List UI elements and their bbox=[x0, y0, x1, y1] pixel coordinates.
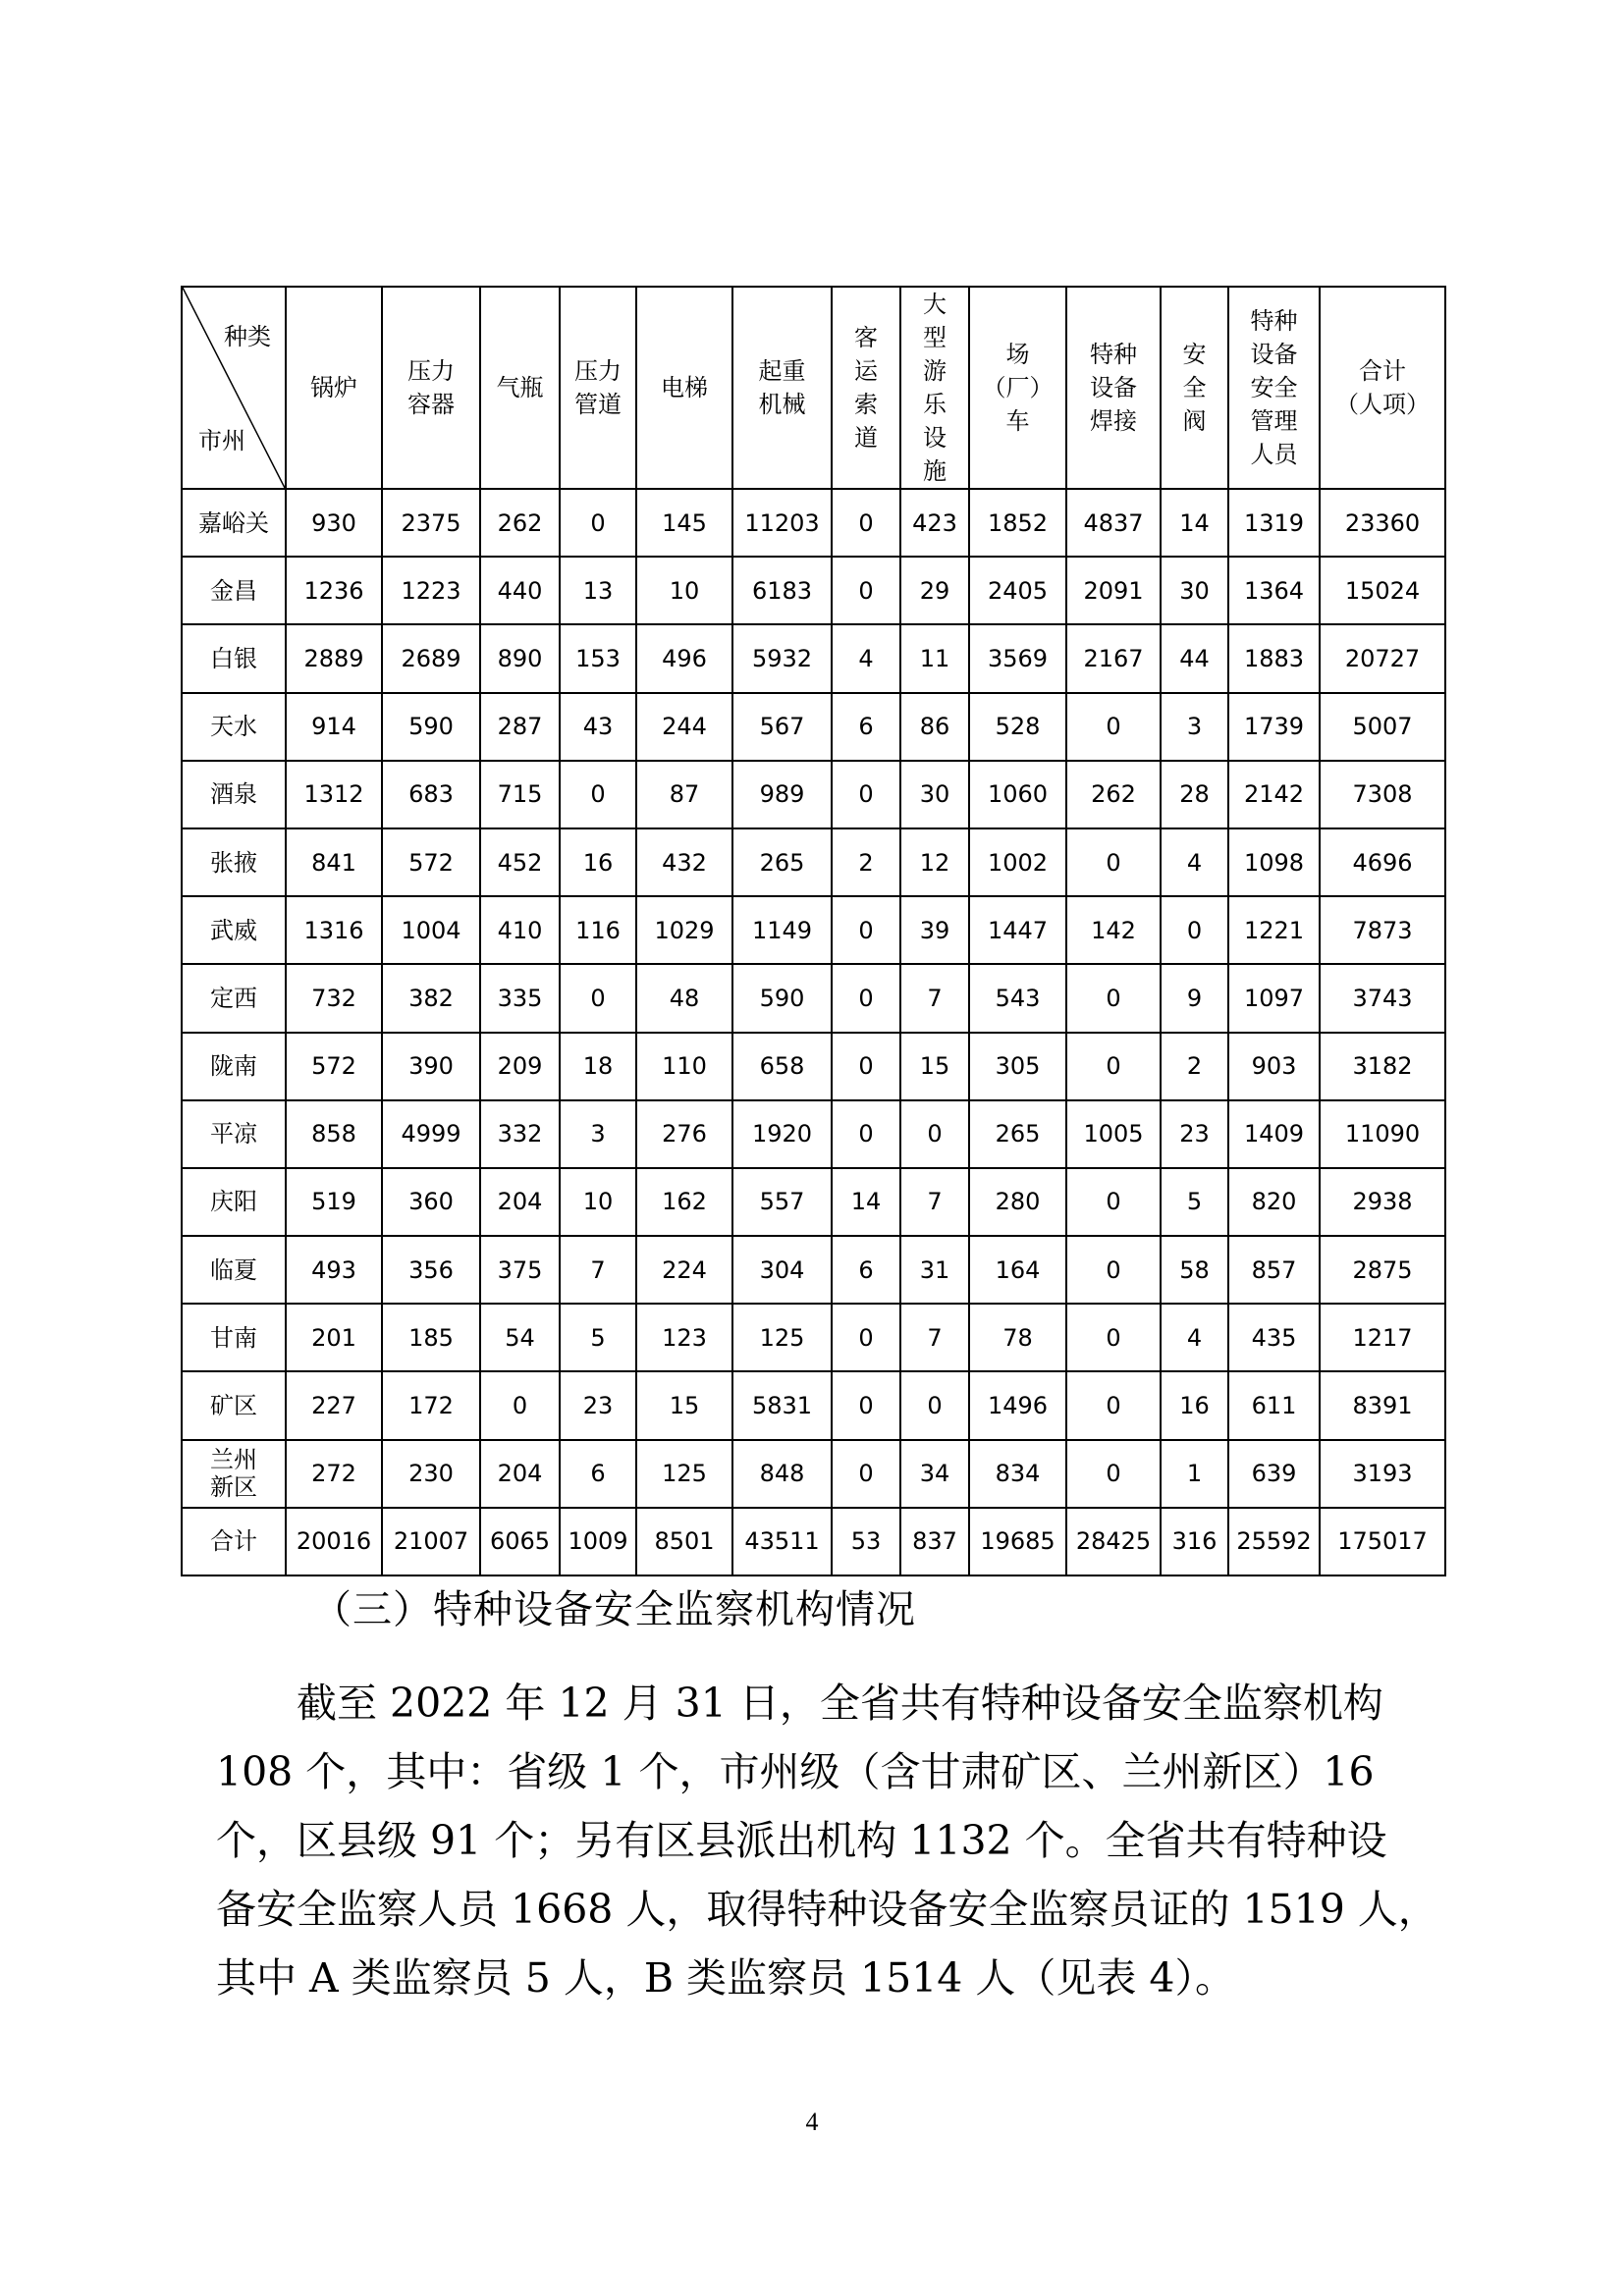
table-cell: 2091 bbox=[1066, 557, 1161, 624]
table-row bbox=[182, 557, 1445, 624]
table-cell: 54 bbox=[480, 1304, 560, 1371]
table-cell: 6 bbox=[560, 1440, 636, 1508]
table-cell: 1217 bbox=[1320, 1304, 1445, 1371]
table-cell: 0 bbox=[832, 1440, 900, 1508]
table-cell: 639 bbox=[1228, 1440, 1320, 1508]
row-region-label: 平凉 bbox=[182, 1100, 286, 1168]
table-cell: 0 bbox=[832, 489, 900, 557]
table-cell: 16 bbox=[1161, 1371, 1228, 1439]
table-cell: 6 bbox=[832, 693, 900, 761]
table-cell: 1029 bbox=[636, 896, 732, 964]
table-cell: 572 bbox=[382, 828, 480, 896]
table-cell: 382 bbox=[382, 964, 480, 1032]
table-cell: 0 bbox=[480, 1371, 560, 1439]
table-cell: 1496 bbox=[969, 1371, 1066, 1439]
table-cell: 440 bbox=[480, 557, 560, 624]
table-cell: 3743 bbox=[1320, 964, 1445, 1032]
table-cell: 732 bbox=[286, 964, 382, 1032]
table-cell: 44 bbox=[1161, 624, 1228, 692]
diagonal-line bbox=[183, 288, 285, 488]
corner-label-region: 市州 bbox=[198, 427, 245, 454]
table-cell: 14 bbox=[832, 1168, 900, 1236]
table-row bbox=[182, 693, 1445, 761]
table-cell: 2 bbox=[832, 828, 900, 896]
table-cell: 5932 bbox=[732, 624, 832, 692]
table-cell: 1739 bbox=[1228, 693, 1320, 761]
row-region-label: 天水 bbox=[182, 693, 286, 761]
special-equipment-personnel-table bbox=[181, 286, 1446, 1576]
table-cell: 4999 bbox=[382, 1100, 480, 1168]
table-cell: 0 bbox=[832, 964, 900, 1032]
table-row bbox=[182, 828, 1445, 896]
table-cell: 1316 bbox=[286, 896, 382, 964]
column-header: 起重 机械 bbox=[732, 287, 832, 489]
table-cell: 4696 bbox=[1320, 828, 1445, 896]
table-cell: 858 bbox=[286, 1100, 382, 1168]
table-cell: 287 bbox=[480, 693, 560, 761]
row-region-label: 张掖 bbox=[182, 828, 286, 896]
table-cell: 125 bbox=[636, 1440, 732, 1508]
table-cell: 3182 bbox=[1320, 1033, 1445, 1100]
row-region-label: 酒泉 bbox=[182, 761, 286, 828]
table-cell: 2938 bbox=[1320, 1168, 1445, 1236]
table-header-row bbox=[182, 287, 1445, 489]
column-header: 特种 设备 焊接 bbox=[1066, 287, 1161, 489]
table-cell: 19685 bbox=[969, 1508, 1066, 1575]
body-paragraph bbox=[216, 1669, 1438, 2012]
table-cell: 48 bbox=[636, 964, 732, 1032]
table-cell: 903 bbox=[1228, 1033, 1320, 1100]
table-cell: 8501 bbox=[636, 1508, 732, 1575]
table-cell: 1004 bbox=[382, 896, 480, 964]
table-cell: 528 bbox=[969, 693, 1066, 761]
table-cell: 1060 bbox=[969, 761, 1066, 828]
table-cell: 1005 bbox=[1066, 1100, 1161, 1168]
table-cell: 0 bbox=[1161, 896, 1228, 964]
table-cell: 304 bbox=[732, 1236, 832, 1304]
table-cell: 590 bbox=[732, 964, 832, 1032]
table-row bbox=[182, 1100, 1445, 1168]
paragraph-line: 其中 A 类监察员 5 人，B 类监察员 1514 人（见表 4）。 bbox=[216, 1954, 1236, 2002]
table-cell: 0 bbox=[1066, 1236, 1161, 1304]
table-cell: 20016 bbox=[286, 1508, 382, 1575]
table-cell: 7308 bbox=[1320, 761, 1445, 828]
table-row bbox=[182, 1033, 1445, 1100]
table-cell: 493 bbox=[286, 1236, 382, 1304]
column-header: 压力 管道 bbox=[560, 287, 636, 489]
table-cell: 0 bbox=[832, 557, 900, 624]
table-cell: 683 bbox=[382, 761, 480, 828]
table-cell: 172 bbox=[382, 1371, 480, 1439]
table-row bbox=[182, 1371, 1445, 1439]
row-region-label: 兰州 新区 bbox=[182, 1440, 286, 1508]
table-cell: 10 bbox=[636, 557, 732, 624]
row-region-label: 武威 bbox=[182, 896, 286, 964]
table-row bbox=[182, 1304, 1445, 1371]
table-cell: 9 bbox=[1161, 964, 1228, 1032]
page-number: 4 bbox=[805, 2108, 819, 2136]
row-region-label: 定西 bbox=[182, 964, 286, 1032]
table-cell: 16 bbox=[560, 828, 636, 896]
table-cell: 2 bbox=[1161, 1033, 1228, 1100]
table-cell: 914 bbox=[286, 693, 382, 761]
table-cell: 356 bbox=[382, 1236, 480, 1304]
table-cell: 28 bbox=[1161, 761, 1228, 828]
table-cell: 837 bbox=[900, 1508, 969, 1575]
table-cell: 930 bbox=[286, 489, 382, 557]
table-cell: 335 bbox=[480, 964, 560, 1032]
table-cell: 15 bbox=[900, 1033, 969, 1100]
table-cell: 0 bbox=[900, 1100, 969, 1168]
table-cell: 12 bbox=[900, 828, 969, 896]
table-cell: 423 bbox=[900, 489, 969, 557]
table-cell: 0 bbox=[560, 761, 636, 828]
table-cell: 43511 bbox=[732, 1508, 832, 1575]
table-cell: 2375 bbox=[382, 489, 480, 557]
table-row bbox=[182, 1440, 1445, 1508]
table-cell: 164 bbox=[969, 1236, 1066, 1304]
table-cell: 590 bbox=[382, 693, 480, 761]
table-row bbox=[182, 624, 1445, 692]
table-cell: 1364 bbox=[1228, 557, 1320, 624]
table-cell: 14 bbox=[1161, 489, 1228, 557]
table-cell: 30 bbox=[900, 761, 969, 828]
table-cell: 452 bbox=[480, 828, 560, 896]
table-cell: 116 bbox=[560, 896, 636, 964]
section-heading: （三）特种设备安全监察机构情况 bbox=[312, 1587, 916, 1632]
table-cell: 123 bbox=[636, 1304, 732, 1371]
table-cell: 87 bbox=[636, 761, 732, 828]
table-cell: 162 bbox=[636, 1168, 732, 1236]
table-cell: 0 bbox=[560, 489, 636, 557]
table-cell: 10 bbox=[560, 1168, 636, 1236]
table-cell: 262 bbox=[1066, 761, 1161, 828]
table-cell: 5 bbox=[1161, 1168, 1228, 1236]
table-cell: 1 bbox=[1161, 1440, 1228, 1508]
table-row bbox=[182, 1508, 1445, 1575]
table-cell: 4837 bbox=[1066, 489, 1161, 557]
table-cell: 3 bbox=[1161, 693, 1228, 761]
table-cell: 543 bbox=[969, 964, 1066, 1032]
table-cell: 86 bbox=[900, 693, 969, 761]
table-cell: 305 bbox=[969, 1033, 1066, 1100]
table-cell: 2689 bbox=[382, 624, 480, 692]
table-cell: 30 bbox=[1161, 557, 1228, 624]
table-cell: 390 bbox=[382, 1033, 480, 1100]
table-cell: 1223 bbox=[382, 557, 480, 624]
table-cell: 3193 bbox=[1320, 1440, 1445, 1508]
corner-label-category: 种类 bbox=[224, 323, 271, 350]
table-cell: 31 bbox=[900, 1236, 969, 1304]
table-cell: 276 bbox=[636, 1100, 732, 1168]
table-cell: 1447 bbox=[969, 896, 1066, 964]
table-cell: 153 bbox=[560, 624, 636, 692]
table-cell: 262 bbox=[480, 489, 560, 557]
row-region-label: 合计 bbox=[182, 1508, 286, 1575]
table-cell: 78 bbox=[969, 1304, 1066, 1371]
row-region-label: 矿区 bbox=[182, 1371, 286, 1439]
table-cell: 7873 bbox=[1320, 896, 1445, 964]
table-row bbox=[182, 964, 1445, 1032]
table-cell: 110 bbox=[636, 1033, 732, 1100]
diagonal-header-cell bbox=[182, 287, 286, 489]
table-cell: 2405 bbox=[969, 557, 1066, 624]
row-region-label: 金昌 bbox=[182, 557, 286, 624]
table-cell: 857 bbox=[1228, 1236, 1320, 1304]
row-region-label: 甘南 bbox=[182, 1304, 286, 1371]
table-cell: 20727 bbox=[1320, 624, 1445, 692]
table-cell: 0 bbox=[832, 1371, 900, 1439]
table-cell: 204 bbox=[480, 1440, 560, 1508]
table-cell: 34 bbox=[900, 1440, 969, 1508]
table-cell: 265 bbox=[732, 828, 832, 896]
table-cell: 280 bbox=[969, 1168, 1066, 1236]
table-cell: 244 bbox=[636, 693, 732, 761]
table-cell: 53 bbox=[832, 1508, 900, 1575]
table-row bbox=[182, 761, 1445, 828]
row-region-label: 白银 bbox=[182, 624, 286, 692]
table-cell: 1920 bbox=[732, 1100, 832, 1168]
table-cell: 11 bbox=[900, 624, 969, 692]
table-cell: 1409 bbox=[1228, 1100, 1320, 1168]
row-region-label: 嘉峪关 bbox=[182, 489, 286, 557]
table-cell: 2167 bbox=[1066, 624, 1161, 692]
table-cell: 58 bbox=[1161, 1236, 1228, 1304]
table-cell: 0 bbox=[832, 1304, 900, 1371]
column-header: 特种 设备 安全 管理 人员 bbox=[1228, 287, 1320, 489]
table-cell: 567 bbox=[732, 693, 832, 761]
table-cell: 834 bbox=[969, 1440, 1066, 1508]
table-cell: 23360 bbox=[1320, 489, 1445, 557]
table-cell: 316 bbox=[1161, 1508, 1228, 1575]
table-cell: 0 bbox=[1066, 1371, 1161, 1439]
table-cell: 3569 bbox=[969, 624, 1066, 692]
table-cell: 4 bbox=[832, 624, 900, 692]
table-cell: 1002 bbox=[969, 828, 1066, 896]
table-cell: 0 bbox=[900, 1371, 969, 1439]
table-cell: 658 bbox=[732, 1033, 832, 1100]
table-cell: 1098 bbox=[1228, 828, 1320, 896]
table-row bbox=[182, 489, 1445, 557]
table-cell: 5831 bbox=[732, 1371, 832, 1439]
table-cell: 841 bbox=[286, 828, 382, 896]
table-cell: 1221 bbox=[1228, 896, 1320, 964]
table-cell: 496 bbox=[636, 624, 732, 692]
table-cell: 1097 bbox=[1228, 964, 1320, 1032]
table-cell: 1149 bbox=[732, 896, 832, 964]
table-cell: 227 bbox=[286, 1371, 382, 1439]
table-cell: 8391 bbox=[1320, 1371, 1445, 1439]
table-cell: 13 bbox=[560, 557, 636, 624]
table-cell: 989 bbox=[732, 761, 832, 828]
table-cell: 11203 bbox=[732, 489, 832, 557]
table-cell: 2875 bbox=[1320, 1236, 1445, 1304]
table-cell: 265 bbox=[969, 1100, 1066, 1168]
paragraph-line: 个，区县级 91 个；另有区县派出机构 1132 个。全省共有特种设 bbox=[216, 1817, 1387, 1864]
table-cell: 23 bbox=[560, 1371, 636, 1439]
table-cell: 7 bbox=[900, 964, 969, 1032]
table-cell: 0 bbox=[1066, 1304, 1161, 1371]
table-cell: 272 bbox=[286, 1440, 382, 1508]
table-cell: 43 bbox=[560, 693, 636, 761]
table-cell: 360 bbox=[382, 1168, 480, 1236]
table-cell: 29 bbox=[900, 557, 969, 624]
table-cell: 7 bbox=[560, 1236, 636, 1304]
table-cell: 0 bbox=[1066, 1440, 1161, 1508]
table-cell: 204 bbox=[480, 1168, 560, 1236]
table-cell: 5007 bbox=[1320, 693, 1445, 761]
table-cell: 572 bbox=[286, 1033, 382, 1100]
table-cell: 224 bbox=[636, 1236, 732, 1304]
table-cell: 201 bbox=[286, 1304, 382, 1371]
table-cell: 0 bbox=[832, 761, 900, 828]
table-cell: 0 bbox=[1066, 693, 1161, 761]
column-header: 客 运 索 道 bbox=[832, 287, 900, 489]
table-cell: 142 bbox=[1066, 896, 1161, 964]
table-cell: 39 bbox=[900, 896, 969, 964]
table-cell: 1883 bbox=[1228, 624, 1320, 692]
table-cell: 557 bbox=[732, 1168, 832, 1236]
table-cell: 125 bbox=[732, 1304, 832, 1371]
table-cell: 410 bbox=[480, 896, 560, 964]
row-region-label: 庆阳 bbox=[182, 1168, 286, 1236]
table-cell: 5 bbox=[560, 1304, 636, 1371]
table-cell: 435 bbox=[1228, 1304, 1320, 1371]
table-cell: 18 bbox=[560, 1033, 636, 1100]
column-header: 压力 容器 bbox=[382, 287, 480, 489]
table-cell: 1319 bbox=[1228, 489, 1320, 557]
table-cell: 2889 bbox=[286, 624, 382, 692]
table-cell: 1852 bbox=[969, 489, 1066, 557]
table-cell: 332 bbox=[480, 1100, 560, 1168]
table-cell: 185 bbox=[382, 1304, 480, 1371]
table-cell: 1236 bbox=[286, 557, 382, 624]
table-cell: 0 bbox=[560, 964, 636, 1032]
table-cell: 175017 bbox=[1320, 1508, 1445, 1575]
table-cell: 375 bbox=[480, 1236, 560, 1304]
table-cell: 145 bbox=[636, 489, 732, 557]
table-cell: 6065 bbox=[480, 1508, 560, 1575]
table-cell: 0 bbox=[1066, 964, 1161, 1032]
table-cell: 0 bbox=[1066, 828, 1161, 896]
table-cell: 848 bbox=[732, 1440, 832, 1508]
table-cell: 1312 bbox=[286, 761, 382, 828]
table-cell: 25592 bbox=[1228, 1508, 1320, 1575]
table-cell: 15024 bbox=[1320, 557, 1445, 624]
table-cell: 0 bbox=[1066, 1033, 1161, 1100]
column-header: 大 型 游 乐 设 施 bbox=[900, 287, 969, 489]
column-header: 气瓶 bbox=[480, 287, 560, 489]
table-cell: 519 bbox=[286, 1168, 382, 1236]
table-cell: 23 bbox=[1161, 1100, 1228, 1168]
column-header: 安 全 阀 bbox=[1161, 287, 1228, 489]
column-header: 电梯 bbox=[636, 287, 732, 489]
table-cell: 6 bbox=[832, 1236, 900, 1304]
row-region-label: 陇南 bbox=[182, 1033, 286, 1100]
table-cell: 0 bbox=[832, 1033, 900, 1100]
table-cell: 4 bbox=[1161, 1304, 1228, 1371]
table-cell: 21007 bbox=[382, 1508, 480, 1575]
table-cell: 0 bbox=[832, 1100, 900, 1168]
table-cell: 11090 bbox=[1320, 1100, 1445, 1168]
table-cell: 28425 bbox=[1066, 1508, 1161, 1575]
table-cell: 820 bbox=[1228, 1168, 1320, 1236]
table-cell: 0 bbox=[832, 896, 900, 964]
table-row bbox=[182, 1168, 1445, 1236]
table-cell: 209 bbox=[480, 1033, 560, 1100]
row-region-label: 临夏 bbox=[182, 1236, 286, 1304]
column-header: 合计 （人项） bbox=[1320, 287, 1445, 489]
table-cell: 0 bbox=[1066, 1168, 1161, 1236]
column-header: 场 （厂） 车 bbox=[969, 287, 1066, 489]
paragraph-line: 截至 2022 年 12 月 31 日，全省共有特种设备安全监察机构 bbox=[297, 1680, 1383, 1727]
table-cell: 432 bbox=[636, 828, 732, 896]
table-cell: 4 bbox=[1161, 828, 1228, 896]
table-cell: 15 bbox=[636, 1371, 732, 1439]
table-cell: 3 bbox=[560, 1100, 636, 1168]
paragraph-line: 备安全监察人员 1668 人，取得特种设备安全监察员证的 1519 人， bbox=[216, 1886, 1438, 1933]
table-cell: 230 bbox=[382, 1440, 480, 1508]
paragraph-line: 108 个，其中：省级 1 个，市州级（含甘肃矿区、兰州新区）16 bbox=[216, 1748, 1375, 1795]
table-cell: 7 bbox=[900, 1168, 969, 1236]
table-cell: 6183 bbox=[732, 557, 832, 624]
table-row bbox=[182, 896, 1445, 964]
column-header: 锅炉 bbox=[286, 287, 382, 489]
table-cell: 611 bbox=[1228, 1371, 1320, 1439]
table-cell: 715 bbox=[480, 761, 560, 828]
table-cell: 7 bbox=[900, 1304, 969, 1371]
table-cell: 890 bbox=[480, 624, 560, 692]
table-cell: 2142 bbox=[1228, 761, 1320, 828]
table-row bbox=[182, 1236, 1445, 1304]
table-body bbox=[182, 489, 1445, 1575]
table-cell: 1009 bbox=[560, 1508, 636, 1575]
